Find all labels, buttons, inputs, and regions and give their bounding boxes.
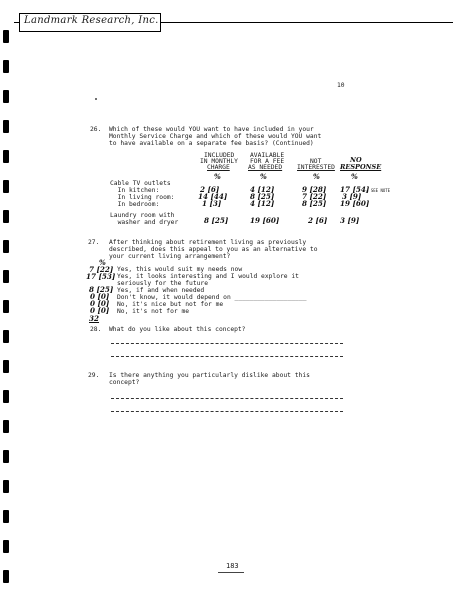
q27-option-text: Don't know, it would depend on ___________________ <box>117 294 307 301</box>
cell-available: 4 [12] <box>250 199 275 208</box>
q27-text-line: After thinking about retirement living as previously <box>109 239 307 246</box>
col-available-header: AS NEEDED <box>248 164 283 171</box>
col-available-header: AVAILABLE <box>250 152 285 159</box>
cell-included: 1 [3] <box>202 199 222 208</box>
q27-option-count: 0 [0] <box>90 292 110 301</box>
cell-no-response: 3 [9] <box>342 192 362 201</box>
binder-hole <box>3 540 9 553</box>
cell-not-interested: 2 [6] <box>308 216 328 225</box>
margin-note: = SEE NOTE <box>366 188 391 193</box>
q27-option-count: 0 [0] <box>90 306 110 315</box>
col-no-response-header: NO <box>350 156 362 164</box>
pct-marker: % <box>214 172 221 181</box>
stray-mark <box>95 98 97 100</box>
binder-hole <box>3 30 9 43</box>
q27-option-text: Yes, if and when needed <box>117 287 205 294</box>
col-included-header: CHARGE <box>207 164 230 171</box>
cell-available: 19 [60] <box>250 216 280 225</box>
q29-text-line: Is there anything you particularly dislike about this <box>109 372 310 379</box>
binder-hole <box>3 60 9 73</box>
col-included-header: IN MONTHLY <box>200 158 238 165</box>
binder-hole <box>3 330 9 343</box>
q27-option-count: 7 [22] <box>89 265 114 274</box>
answer-line <box>111 411 343 412</box>
cell-no-response: 17 [54] <box>340 185 370 194</box>
q27-text-line: described, does this appeal to you as an alternative to <box>109 246 318 253</box>
binder-hole <box>3 150 9 163</box>
cell-no-response: 19 [60] <box>340 199 370 208</box>
q29-text-line: concept? <box>109 379 140 386</box>
q26-text-line: Monthly Service Charge and which of these would YOU want <box>109 133 322 140</box>
binder-hole <box>3 420 9 433</box>
col-no-response-header: RESPONSE <box>340 163 382 171</box>
binder-hole <box>3 90 9 103</box>
cell-available: 8 [25] <box>250 192 275 201</box>
row-label: In living room: <box>110 194 175 201</box>
answer-line <box>111 398 343 399</box>
q27-option-text: seriously for the future <box>117 280 208 287</box>
row-label: washer and dryer <box>110 219 179 226</box>
letterhead-logo: Landmark Research, Inc. <box>24 15 159 26</box>
answer-line <box>111 343 343 344</box>
q27-option-count: 17 [53] <box>86 272 116 281</box>
q27-option-count: 8 [25] <box>89 285 114 294</box>
row-label: Cable TV outlets <box>110 180 171 187</box>
cell-included: 8 [25] <box>204 216 229 225</box>
binder-hole <box>3 120 9 133</box>
binder-hole <box>3 300 9 313</box>
page-number-bottom: 183 <box>226 562 239 570</box>
page-number-top: 10 <box>337 82 345 89</box>
q27-option-text: No, it's not for me <box>117 308 190 315</box>
q27-number: 27. <box>88 239 100 246</box>
q29-number: 29. <box>88 372 100 379</box>
col-included-header: INCLUDED <box>204 152 235 159</box>
col-not-interested-header: INTERESTED <box>297 164 335 171</box>
q27-option-text: Yes, it looks interesting and I would explore it <box>117 273 299 280</box>
q26-number: 26. <box>90 126 102 133</box>
binder-hole <box>3 210 9 223</box>
cell-included: 2 [6] <box>200 185 220 194</box>
q27-option-text: No, it's nice but not for me <box>117 301 224 308</box>
q28-text: What do you like about this concept? <box>109 326 246 333</box>
cell-available: 4 [12] <box>250 185 275 194</box>
binder-hole <box>3 390 9 403</box>
q26-text-line: to have available on a separate fee basis? (Continued) <box>109 140 314 147</box>
cell-no-response: 3 [9] <box>340 216 360 225</box>
q28-number: 28. <box>90 326 102 333</box>
binder-hole <box>3 240 9 253</box>
col-not-interested-header: NOT <box>310 158 322 165</box>
cell-not-interested: 7 [22] <box>302 192 327 201</box>
binder-hole <box>3 360 9 373</box>
binder-hole <box>3 180 9 193</box>
binder-hole <box>3 510 9 523</box>
answer-line <box>111 356 343 357</box>
pct-marker: % <box>351 172 358 181</box>
row-label: Laundry room with <box>110 212 175 219</box>
row-label: In kitchen: <box>110 187 160 194</box>
pct-marker: % <box>260 172 267 181</box>
row-label: In bedroom: <box>110 201 160 208</box>
cell-included: 14 [44] <box>198 192 228 201</box>
q27-option-text: Yes, this would suit my needs now <box>117 266 243 273</box>
pct-marker: % <box>99 258 106 267</box>
binder-hole <box>3 270 9 283</box>
q27-total: 32 <box>89 314 100 323</box>
pct-marker: % <box>313 172 320 181</box>
letterhead-rule <box>159 22 453 23</box>
col-available-header: FOR A FEE <box>250 158 285 165</box>
cell-not-interested: 8 [25] <box>302 199 327 208</box>
cell-not-interested: 9 [28] <box>302 185 327 194</box>
binder-hole <box>3 570 9 583</box>
q26-text-line: Which of these would YOU want to have included in your <box>109 126 314 133</box>
q27-option-count: 0 [0] <box>90 299 110 308</box>
binder-hole <box>3 480 9 493</box>
footer-rule <box>218 572 244 573</box>
binder-hole <box>3 450 9 463</box>
q27-text-line: your current living arrangement? <box>109 253 231 260</box>
